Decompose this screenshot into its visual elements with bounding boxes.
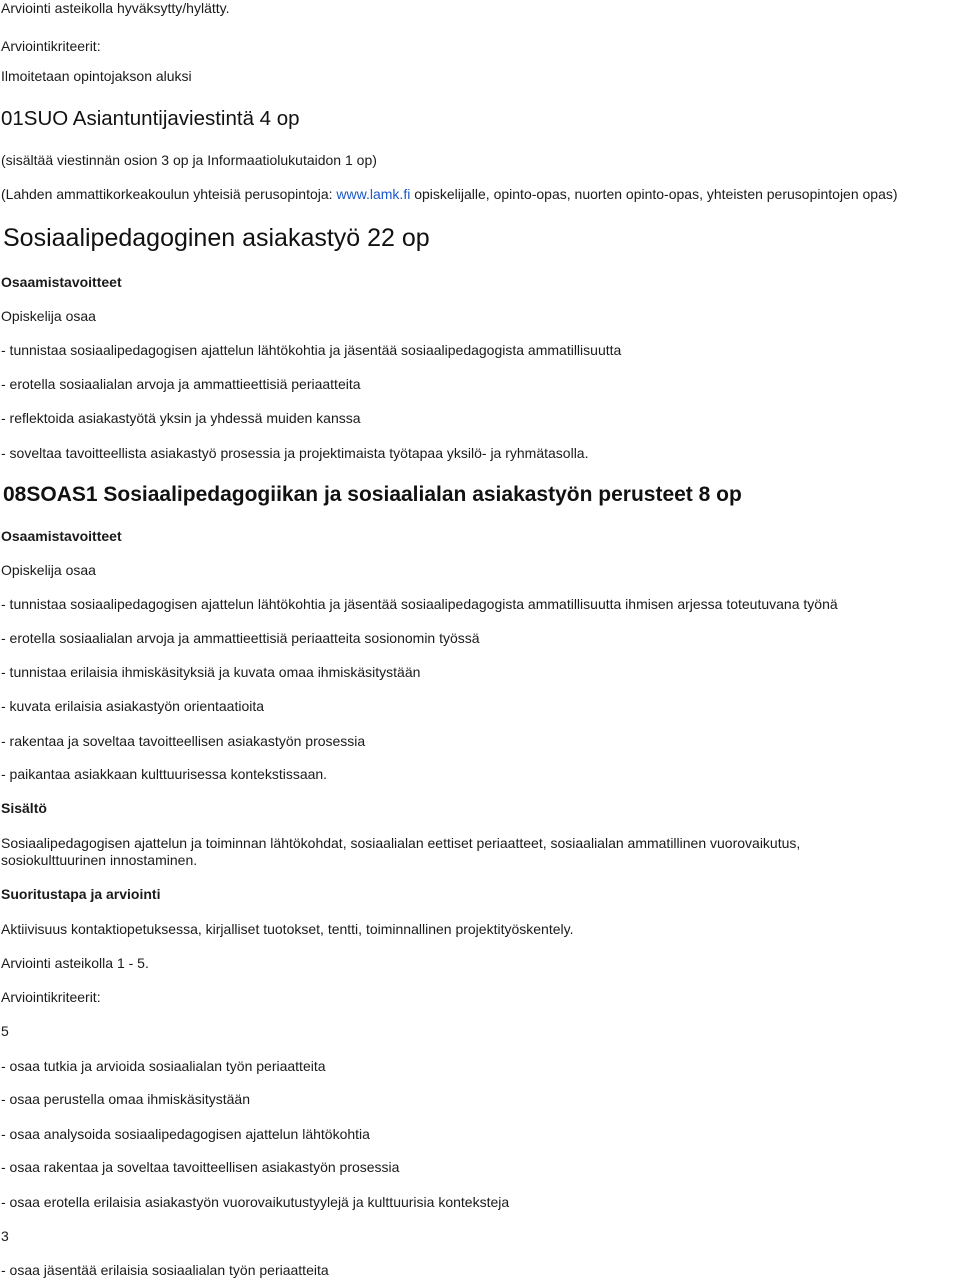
top-grading-line: Arviointi asteikolla hyväksytty/hylätty.: [1, 0, 230, 16]
top-criteria-label: Arviointikriteerit:: [1, 38, 101, 54]
course2-item: - kuvata erilaisia asiakastyön orientaatioita: [1, 698, 265, 714]
content-text: Sosiaalipedagogisen ajattelun ja toiminnan lähtökohdat, sosiaalialan eettiset periaatteet, sosiaalialan ammatillinen vuorovaikutus, sosiokulttuurinen innostaminen.: [1, 835, 801, 868]
course2-item: - erotella sosiaalialan arvoja ja ammattieettisiä periaatteita sosionomin työssä: [1, 630, 480, 646]
content-heading: Sisältö: [1, 800, 47, 816]
grade-3-label: 3: [1, 1228, 9, 1244]
grade-5-item: - osaa analysoida sosiaalipedagogisen ajattelun lähtökohtia: [1, 1126, 370, 1142]
course2-intro: Opiskelija osaa: [1, 562, 96, 578]
course2-title: 08SOAS1 Sosiaalipedagogiikan ja sosiaalialan asiakastyön perusteet 8 op: [3, 483, 742, 506]
course2-objectives-heading: Osaamistavoitteet: [1, 528, 122, 544]
method-text: Aktiivisuus kontaktiopetuksessa, kirjalliset tuotokset, tentti, toiminnallinen projektityöskentely.: [1, 921, 574, 937]
module-item: - soveltaa tavoitteellista asiakastyö prosessia ja projektimaista työtapaa yksilö- ja ryhmätasolla.: [1, 445, 589, 461]
course2-item: - paikantaa asiakkaan kulttuurisessa kontekstissaan.: [1, 766, 328, 782]
grade-5-item: - osaa perustella omaa ihmiskäsitystään: [1, 1091, 251, 1107]
grading-scale: Arviointi asteikolla 1 - 5.: [1, 955, 149, 971]
top-criteria-value: Ilmoitetaan opintojakson aluksi: [1, 68, 192, 84]
course2-item: - tunnistaa sosiaalipedagogisen ajattelun lähtökohtia ja jäsentää sosiaalipedagogista ammatillisuutta ihmisen arjessa toteutuvana työnä: [1, 596, 838, 612]
lahden-text-post: opiskelijalle, opinto-opas, nuorten opinto-opas, yhteisten perusopintojen opas): [410, 186, 898, 202]
module-title: Sosiaalipedagoginen asiakastyö 22 op: [3, 224, 430, 252]
course1-title: 01SUO Asiantuntijaviestintä 4 op: [1, 107, 300, 130]
course1-note: (sisältää viestinnän osion 3 op ja Informaatiolukutaidon 1 op): [1, 152, 377, 168]
module-item: - reflektoida asiakastyötä yksin ja yhdessä muiden kanssa: [1, 410, 361, 426]
course1-lahden-line: [1, 186, 898, 203]
grade-5-item: - osaa tutkia ja arvioida sosiaalialan työn periaatteita: [1, 1058, 326, 1074]
method-heading: Suoritustapa ja arviointi: [1, 886, 161, 902]
course2-item: - tunnistaa erilaisia ihmiskäsityksiä ja kuvata omaa ihmiskäsitystään: [1, 664, 421, 680]
lamk-link[interactable]: www.lamk.fi: [336, 186, 411, 202]
course2-item: - rakentaa ja soveltaa tavoitteellisen asiakastyön prosessia: [1, 733, 366, 749]
module-objectives-heading: Osaamistavoitteet: [1, 274, 122, 290]
grade-5-label: 5: [1, 1023, 9, 1039]
grade-5-item: - osaa rakentaa ja soveltaa tavoitteellisen asiakastyön prosessia: [1, 1159, 400, 1175]
module-intro: Opiskelija osaa: [1, 308, 96, 324]
module-item: - tunnistaa sosiaalipedagogisen ajattelun lähtökohtia ja jäsentää sosiaalipedagogista ammatillisuutta: [1, 342, 622, 358]
lahden-text-pre: (Lahden ammattikorkeakoulun yhteisiä perusopintoja:: [1, 186, 337, 202]
grade-5-item: - osaa erotella erilaisia asiakastyön vuorovaikutustyylejä ja kulttuurisia konteksteja: [1, 1194, 510, 1210]
criteria-label: Arviointikriteerit:: [1, 989, 101, 1005]
module-item: - erotella sosiaalialan arvoja ja ammattieettisiä periaatteita: [1, 376, 361, 392]
grade-3-item: - osaa jäsentää erilaisia sosiaalialan työn periaatteita: [1, 1262, 329, 1278]
